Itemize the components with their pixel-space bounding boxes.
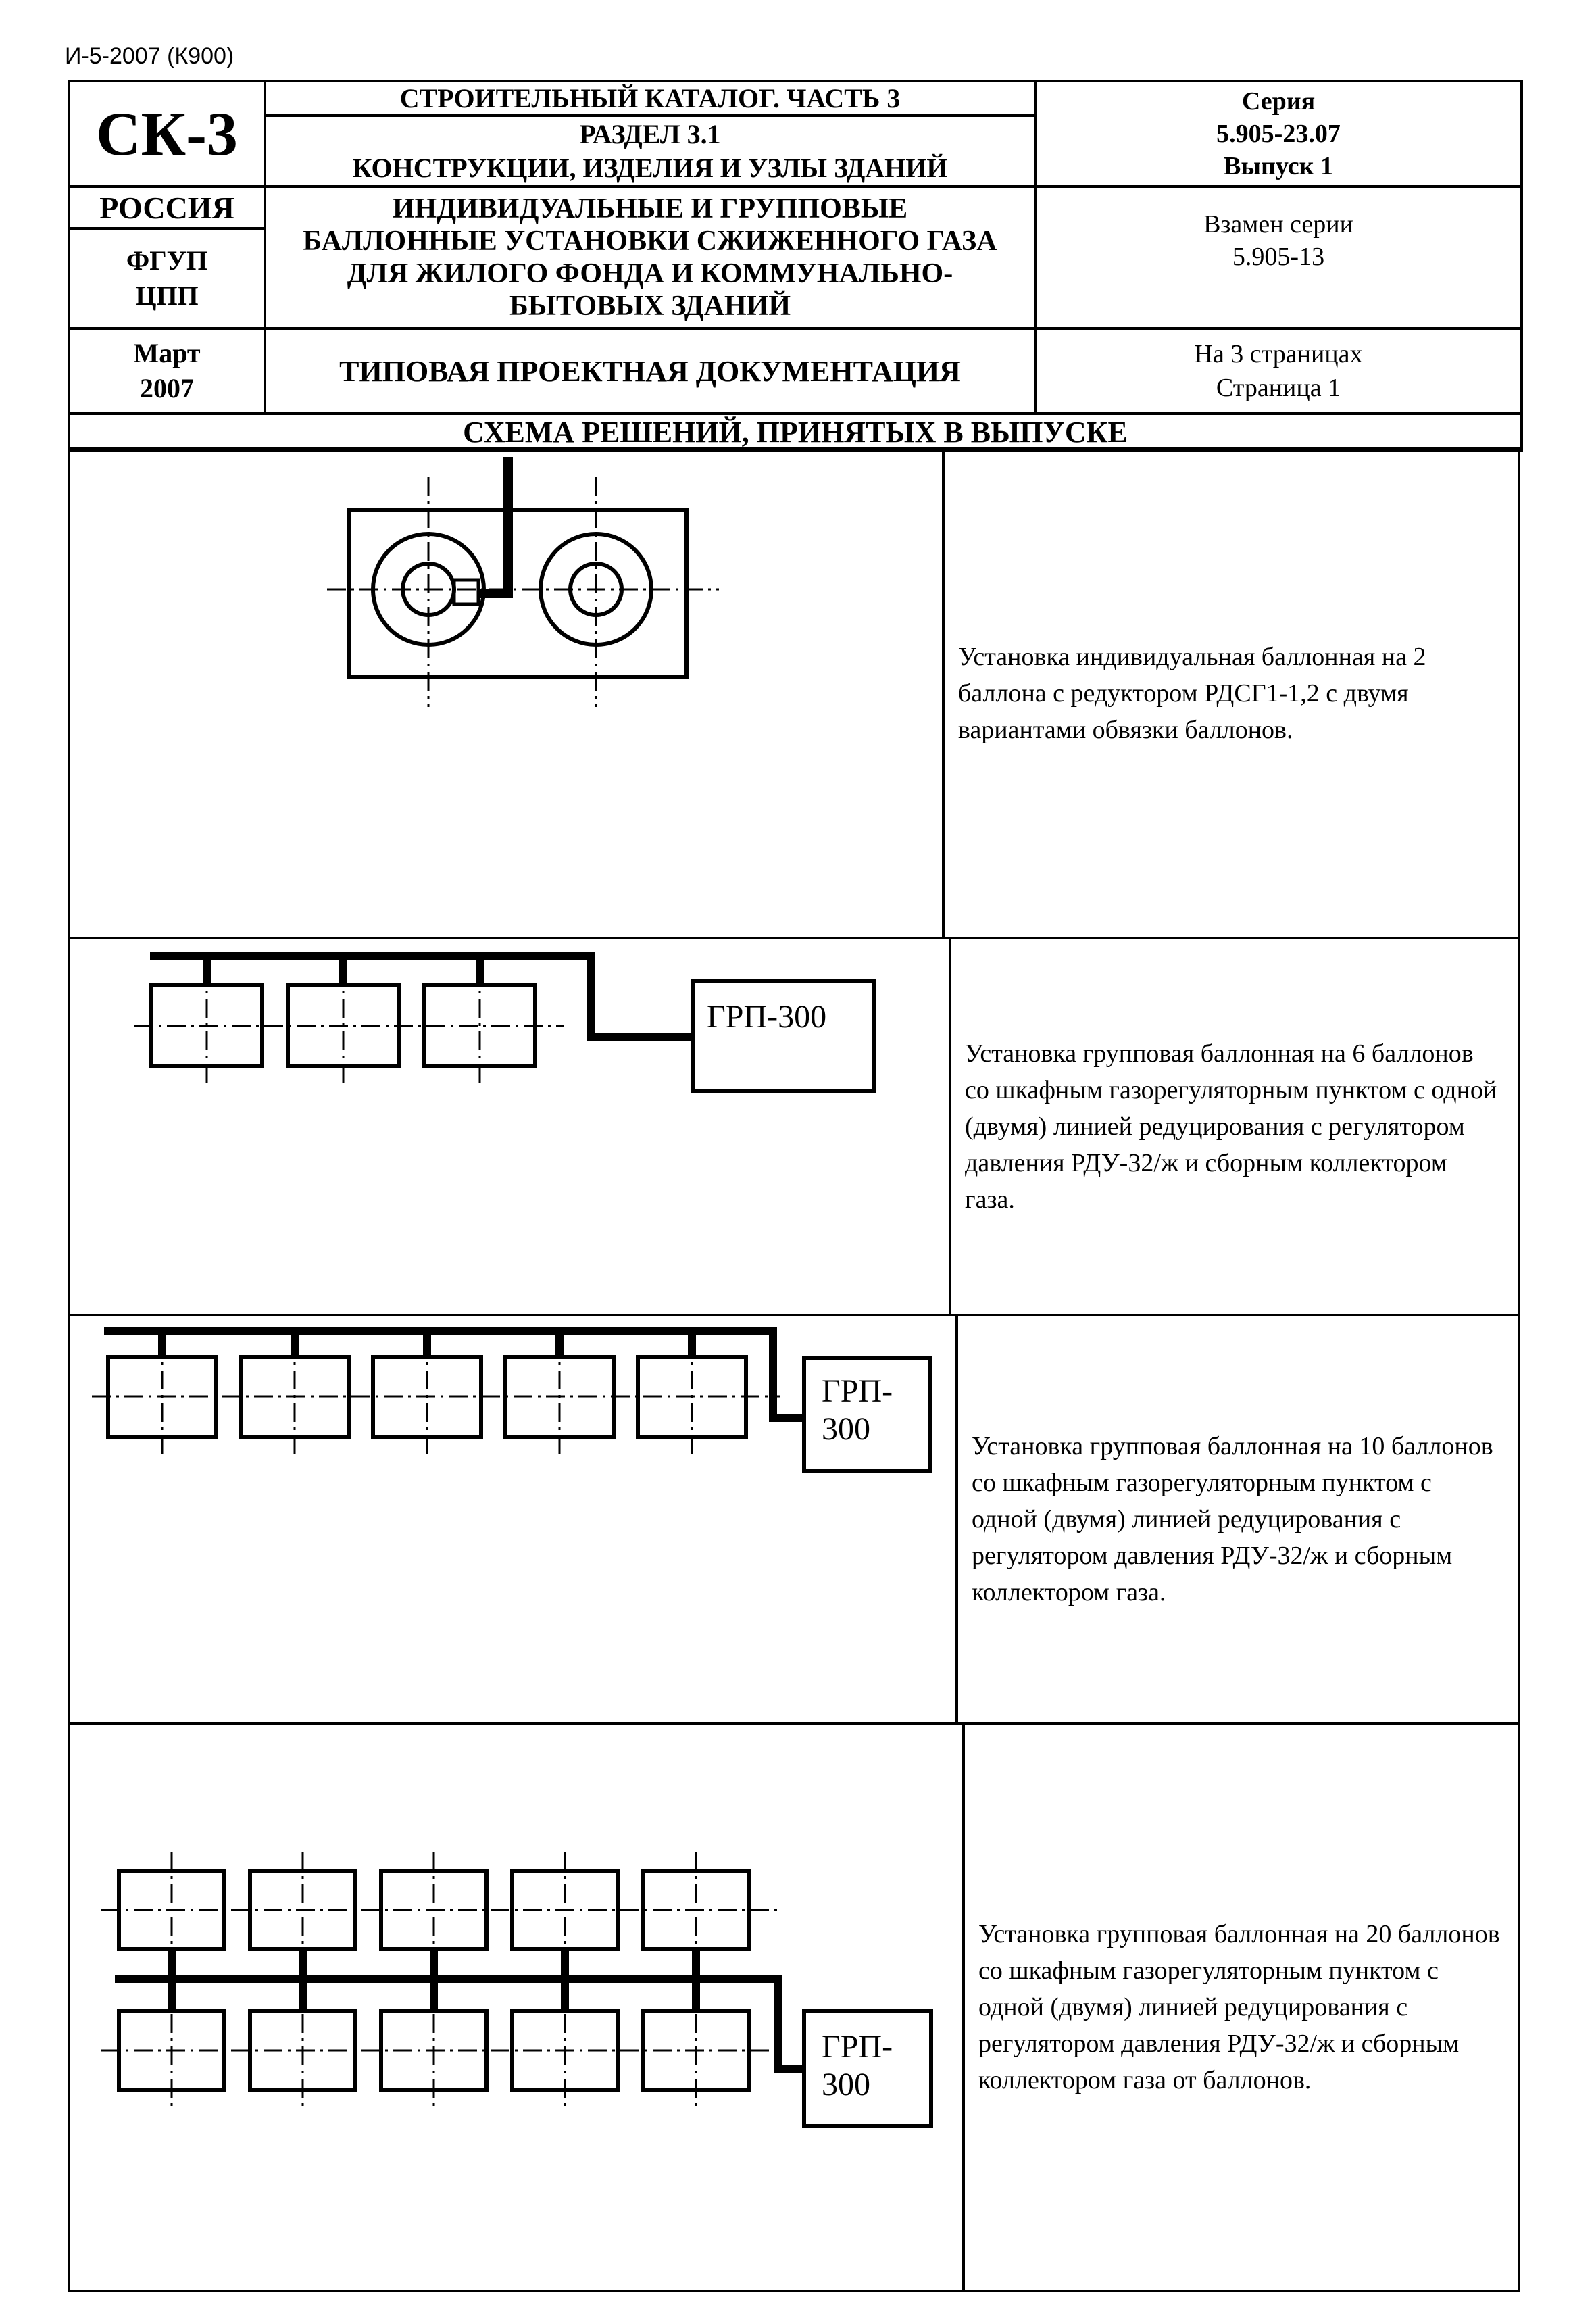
date-year: 2007 bbox=[140, 373, 194, 403]
scheme-row bbox=[68, 1722, 1520, 2292]
description-text: Установка групповая баллонная на 10 баллонов со шкафным газорегуляторным пунктом с одной (двумя) линией редуцирования с регулятором давления РДУ-32/ж и сборным коллектором газа. bbox=[972, 1432, 1493, 1606]
schemes-table bbox=[68, 447, 1520, 2292]
grp-cabinet bbox=[693, 981, 874, 1091]
scheme-row bbox=[68, 1314, 1520, 1725]
pages-total: На 3 страницах bbox=[1194, 340, 1363, 368]
issue-number: Выпуск 1 bbox=[1223, 152, 1333, 180]
scheme-description bbox=[942, 450, 1518, 937]
description-text: Установка индивидуальная баллонная на 2 баллона с редуктором РДСГ1-1,2 с двумя вариантами обвязки баллонов. bbox=[958, 643, 1426, 744]
replaces-label: Взамен серии bbox=[1203, 210, 1353, 239]
date-month: Март bbox=[133, 338, 201, 368]
six-cylinder-drawing bbox=[70, 939, 949, 1318]
section-number: РАЗДЕЛ 3.1 bbox=[579, 118, 721, 149]
description-text: Установка групповая баллонная на 6 баллонов со шкафным газорегуляторным пунктом с одной (двумя) линией редуцирования с регулятором давления РДУ-32/ж и сборным коллектором газа. bbox=[965, 1039, 1497, 1214]
grp-label: ГРП-300 bbox=[707, 999, 827, 1035]
grp-label: ГРП- bbox=[822, 2029, 893, 2065]
title-line: БАЛЛОННЫЕ УСТАНОВКИ СЖИЖЕННОГО ГАЗА bbox=[303, 226, 997, 257]
section-cell bbox=[265, 116, 1035, 187]
scheme-title: СХЕМА РЕШЕНИЙ, ПРИНЯТЫХ В ВЫПУСКЕ bbox=[69, 414, 1522, 451]
scheme-row bbox=[68, 447, 1520, 939]
document-id: И-5-2007 (К900) bbox=[65, 43, 234, 69]
catalog-title: СТРОИТЕЛЬНЫЙ КАТАЛОГ. ЧАСТЬ 3 bbox=[265, 81, 1035, 116]
twenty-cylinder-drawing bbox=[70, 1725, 962, 2292]
replaces-cell bbox=[1035, 187, 1522, 328]
reducer bbox=[454, 580, 478, 604]
scheme-description bbox=[955, 1316, 1518, 1722]
two-cylinder-drawing bbox=[70, 450, 942, 937]
scheme-row bbox=[68, 937, 1520, 1316]
pages-cell bbox=[1035, 328, 1522, 414]
title-block bbox=[68, 80, 1523, 452]
section-title: КОНСТРУКЦИИ, ИЗДЕЛИЯ И УЗЛЫ ЗДАНИЙ bbox=[352, 152, 948, 183]
scheme-description bbox=[949, 939, 1518, 1314]
collector-pipe bbox=[115, 1979, 804, 2069]
grp-label: 300 bbox=[822, 1411, 870, 1447]
scheme-drawing bbox=[70, 1316, 958, 1722]
ten-cylinder-drawing bbox=[70, 1316, 955, 1722]
description-text: Установка групповая баллонная на 20 баллонов со шкафным газорегуляторным пунктом с одной (двумя) линией редуцирования с регулятором давления РДУ-32/ж и сборным коллектором газа от баллонов. bbox=[978, 1920, 1500, 2094]
replaces-number: 5.905-13 bbox=[1232, 243, 1325, 271]
series-cell bbox=[1035, 81, 1522, 187]
org-line: ЦПП bbox=[135, 280, 199, 311]
organization bbox=[69, 228, 265, 328]
scheme-drawing bbox=[70, 1725, 965, 2290]
base-plate bbox=[349, 510, 687, 677]
collector-pipe bbox=[150, 956, 693, 1037]
scheme-drawing bbox=[70, 450, 945, 937]
grp-label: 300 bbox=[822, 2067, 870, 2102]
title-line: БЫТОВЫХ ЗДАНИЙ bbox=[509, 291, 791, 322]
grp-label: ГРП- bbox=[822, 1373, 893, 1409]
catalog-code: СК-3 bbox=[69, 81, 265, 187]
title-line: ДЛЯ ЖИЛОГО ФОНДА И КОММУНАЛЬНО- bbox=[347, 258, 953, 289]
scheme-description bbox=[962, 1725, 1518, 2290]
collector-pipe bbox=[104, 1331, 804, 1418]
series-number: 5.905-23.07 bbox=[1216, 120, 1341, 148]
scheme-drawing bbox=[70, 939, 951, 1314]
issue-date bbox=[69, 328, 265, 414]
country: РОССИЯ bbox=[69, 187, 265, 228]
org-line: ФГУП bbox=[126, 245, 208, 276]
title-line: ИНДИВИДУАЛЬНЫЕ И ГРУППОВЫЕ bbox=[392, 193, 908, 224]
document-title bbox=[265, 187, 1035, 328]
document-type: ТИПОВАЯ ПРОЕКТНАЯ ДОКУМЕНТАЦИЯ bbox=[265, 328, 1035, 414]
page-current: Страница 1 bbox=[1216, 374, 1341, 402]
series-label: Серия bbox=[1241, 87, 1316, 116]
